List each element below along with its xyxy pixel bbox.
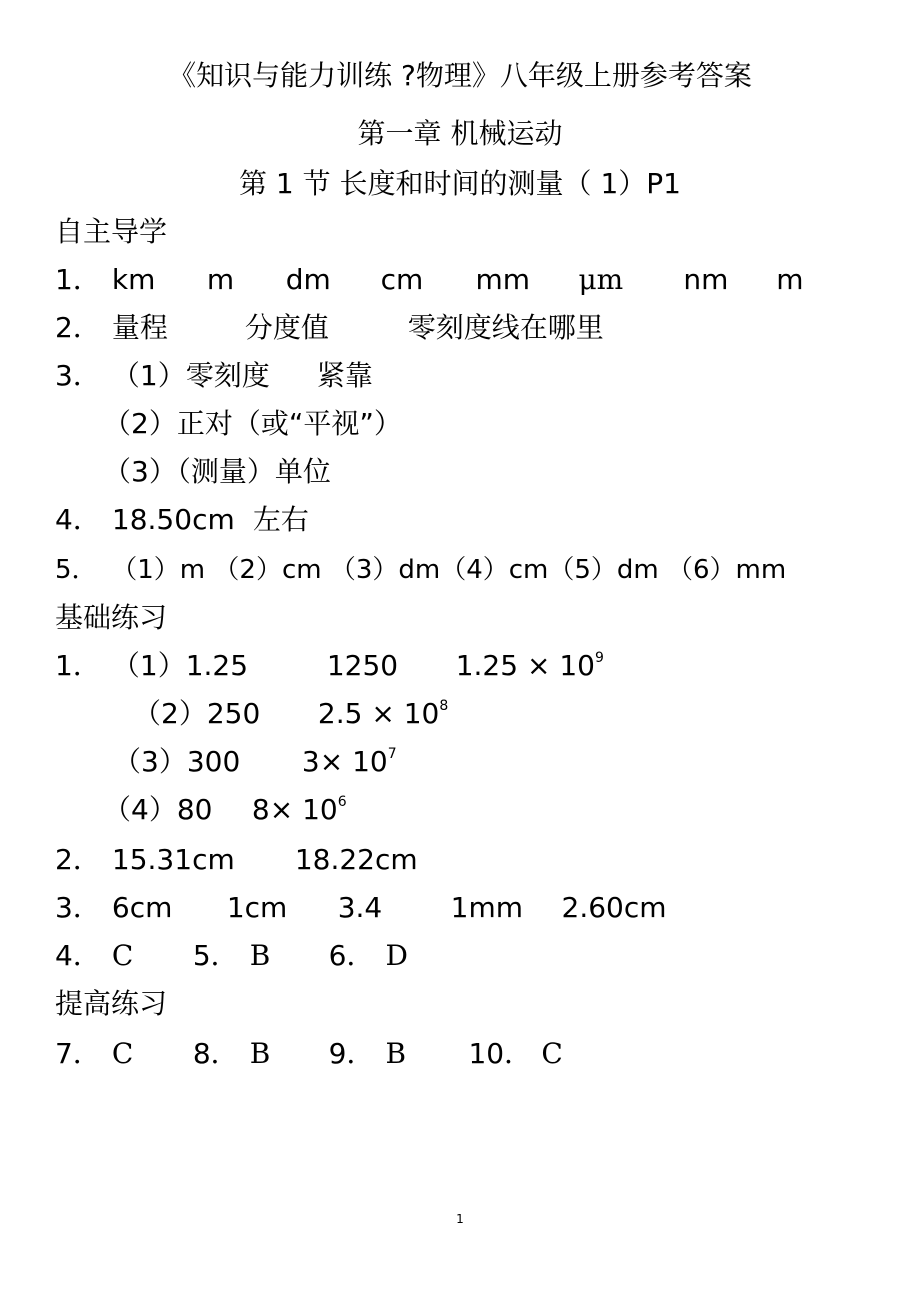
answer-row: 2． 15.31cm 18.22cm xyxy=(55,843,418,876)
section-title: 第 1 节 长度和时间的测量（ 1）P1 xyxy=(239,167,681,200)
document-title: 《知识与能力训练 ?物理》八年级上册参考答案 xyxy=(168,59,752,92)
answer-subrow: （4）80 $8\times 10^6$ xyxy=(103,793,347,826)
answer-row: 1． （1）1.25 1250 $1.25 \times 10^9$ xyxy=(55,649,604,682)
exponent: 9 xyxy=(594,650,604,666)
exponent: 7 xyxy=(387,746,397,762)
self-study-heading: 自主导学 xyxy=(55,215,168,248)
answer-row: 5． （1）m （2）cm （3）dm（4）cm（5）dm （6）mm xyxy=(55,555,787,585)
answer-row: 2． 量程 分度值 零刻度线在哪里 xyxy=(55,311,604,344)
answer-row: 7． C 8． B 9． B 10． C xyxy=(55,1037,563,1070)
advanced-practice-heading: 提高练习 xyxy=(55,987,168,1020)
answer-row: 3． 6cm 1cm 3.4 1mm 2.60cm xyxy=(55,891,667,924)
page-number: 1 xyxy=(456,1212,464,1226)
exponent: 8 xyxy=(439,698,449,714)
answer-subrow: （3）（测量）单位 xyxy=(103,455,331,488)
answer-subrow: （2）正对（或“平视”） xyxy=(103,407,402,440)
answer-row: 3． （1）零刻度 紧靠 xyxy=(55,359,373,392)
answer-row: 4． C 5． B 6． D xyxy=(55,939,408,972)
basic-practice-heading: 基础练习 xyxy=(55,601,168,634)
exponent: 6 xyxy=(337,794,347,810)
answer-row: 1． km m dm cm mm μm nm m xyxy=(55,263,804,296)
answer-subrow: （3）300 $3\times 10^7$ xyxy=(113,745,397,778)
chapter-title: 第一章 机械运动 xyxy=(357,117,563,150)
answer-subrow: （2）250 $2.5 \times 10^8$ xyxy=(133,697,449,730)
answer-row: 4． 18.50cm 左右 xyxy=(55,503,309,536)
